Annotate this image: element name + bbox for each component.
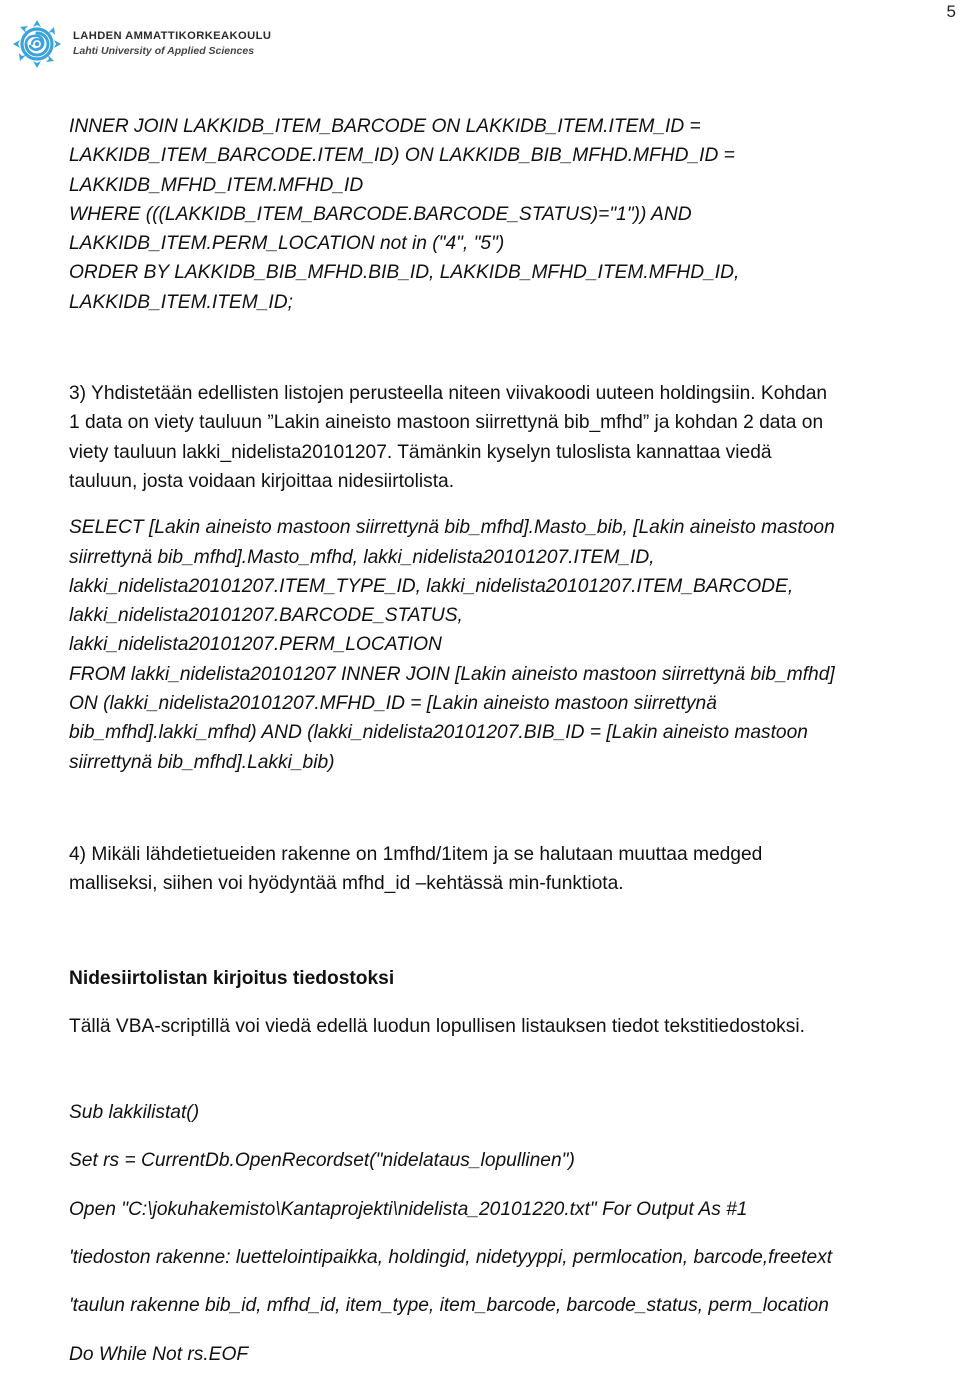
- code-line: lakki_nidelista20101207.BARCODE_STATUS,: [69, 605, 463, 627]
- code-line: ON (lakki_nidelista20101207.MFHD_ID = [Lakin aineisto mastoon siirrettynä: [69, 693, 717, 715]
- code-line: LAKKIDB_MFHD_ITEM.MFHD_ID: [69, 174, 364, 196]
- paragraph-step-3: [69, 379, 954, 496]
- code-line: ORDER BY LAKKIDB_BIB_MFHD.BIB_ID, LAKKIDB_MFHD_ITEM.MFHD_ID,: [69, 262, 740, 284]
- code-line: bib_mfhd].lakki_mfhd) AND (lakki_nidelista20101207.BIB_ID = [Lakin aineisto mastoon: [69, 722, 808, 744]
- code-line: 'taulun rakenne bib_id, mfhd_id, item_type, item_barcode, barcode_status, perm_location: [69, 1295, 829, 1317]
- code-line: siirrettynä bib_mfhd].Masto_mfhd, lakki_nidelista20101207.ITEM_ID,: [69, 546, 655, 568]
- text-line: viety tauluun lakki_nidelista20101207. Tämänkin kyselyn tuloslista kannattaa viedä: [69, 441, 772, 463]
- text-line: tauluun, josta voidaan kirjoittaa nidesiirtolista.: [69, 470, 455, 492]
- paragraph-step-4: [69, 840, 954, 899]
- page-number: 5: [946, 2, 956, 21]
- text-line: 4) Mikäli lähdetietueiden rakenne on 1mfhd/1item ja se halutaan muuttaa medged: [69, 843, 763, 865]
- text-line: malliseksi, siihen voi hyödyntää mfhd_id –kehtässä min-funktiota.: [69, 873, 624, 895]
- code-line: lakki_nidelista20101207.ITEM_TYPE_ID, lakki_nidelista20101207.ITEM_BARCODE,: [69, 575, 794, 597]
- code-line: 'tiedoston rakenne: luettelointipaikka, holdingid, nidetyyppi, permlocation, barcode,freetext: [69, 1247, 833, 1269]
- code-line: SELECT [Lakin aineisto mastoon siirrettynä bib_mfhd].Masto_bib, [Lakin aineisto mastoon: [69, 517, 835, 539]
- text-line: 3) Yhdistetään edellisten listojen perusteella niteen viivakoodi uuteen holdingsiin. Kohdan: [69, 383, 828, 405]
- sql-query-2: [69, 513, 954, 777]
- spiral-logo-icon: [11, 18, 63, 70]
- logo-subtitle: Lahti University of Applied Sciences: [73, 45, 255, 58]
- code-line: Set rs = CurrentDb.OpenRecordset("nidelataus_lopullinen"): [69, 1150, 575, 1172]
- vba-code: [69, 1098, 954, 1369]
- sql-query-1: [69, 112, 954, 317]
- code-line: LAKKIDB_ITEM_BARCODE.ITEM_ID) ON LAKKIDB_BIB_MFHD.MFHD_ID =: [69, 145, 735, 167]
- document-body: [69, 112, 954, 1369]
- code-line: LAKKIDB_ITEM.ITEM_ID;: [69, 291, 293, 313]
- code-line: lakki_nidelista20101207.PERM_LOCATION: [69, 634, 442, 656]
- section-heading: Nidesiirtolistan kirjoitus tiedostoksi: [69, 967, 395, 989]
- university-logo: [11, 18, 271, 70]
- code-line: WHERE (((LAKKIDB_ITEM_BARCODE.BARCODE_STATUS)="1")) AND: [69, 203, 692, 225]
- intro-paragraph: Tällä VBA-scriptillä voi viedä edellä luodun lopullisen listauksen tiedot tekstitiedostoksi.: [69, 1015, 805, 1037]
- logo-title: LAHDEN AMMATTIKORKEAKOULU: [73, 30, 272, 43]
- code-line: LAKKIDB_ITEM.PERM_LOCATION not in ("4", "5"): [69, 233, 505, 255]
- code-line: siirrettynä bib_mfhd].Lakki_bib): [69, 751, 335, 773]
- code-line: FROM lakki_nidelista20101207 INNER JOIN [Lakin aineisto mastoon siirrettynä bib_mfhd]: [69, 663, 835, 685]
- code-line: Sub lakkilistat(): [69, 1102, 200, 1124]
- text-line: 1 data on viety tauluun ”Lakin aineisto mastoon siirrettynä bib_mfhd” ja kohdan 2 data on: [69, 412, 824, 434]
- code-line: Do While Not rs.EOF: [69, 1343, 249, 1365]
- code-line: Open "C:\jokuhakemisto\Kantaprojekti\nidelista_20101220.txt" For Output As #1: [69, 1198, 748, 1220]
- code-line: INNER JOIN LAKKIDB_ITEM_BARCODE ON LAKKIDB_ITEM.ITEM_ID =: [69, 116, 701, 137]
